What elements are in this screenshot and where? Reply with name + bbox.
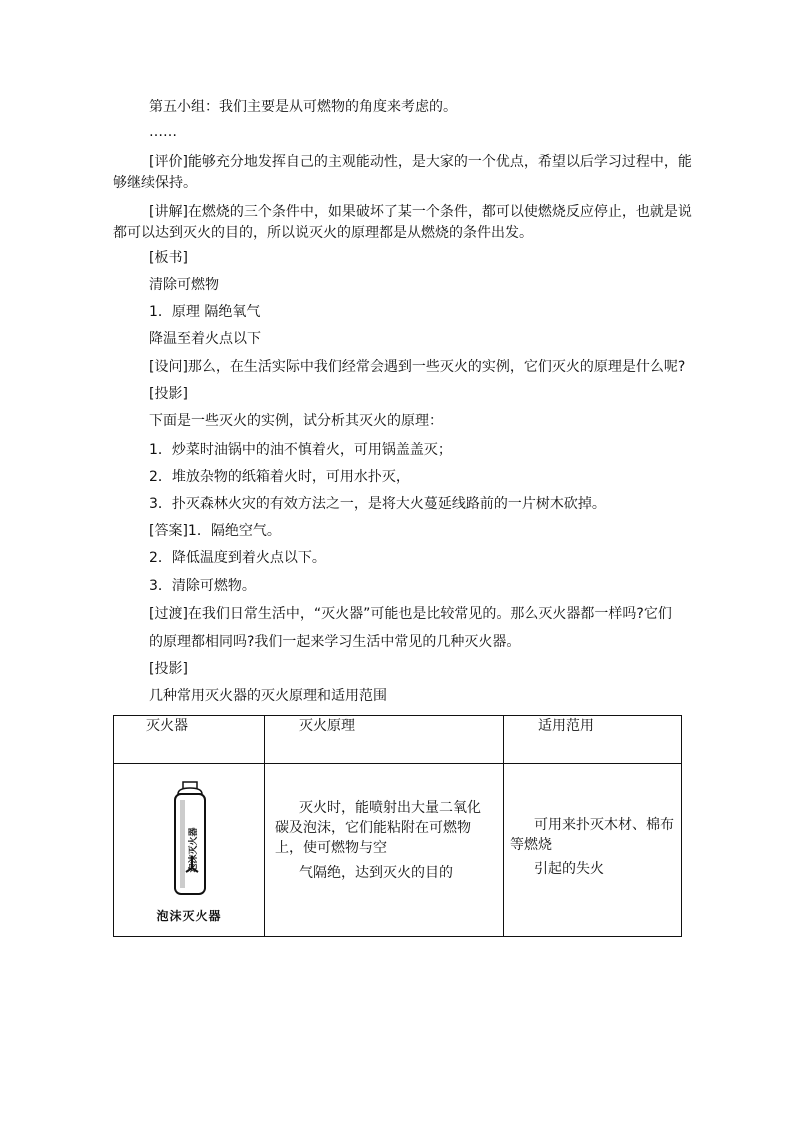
line-answer-3: 3．清除可燃物。	[149, 578, 256, 594]
line-example-1: 1．炒菜时油锅中的油不慎着火，可用锅盖盖灭；	[149, 442, 452, 458]
can-label: 泡沫灭火器	[189, 827, 199, 873]
principle-text-2: 气隔绝，达到灭火的目的	[299, 865, 453, 881]
line-answer-1: [答案]1．隔绝空气。	[149, 523, 281, 539]
table-header-row	[114, 716, 682, 764]
line-explain-1: [讲解]在燃烧的三个条件中，如果破坏了某一个条件，都可以使燃烧反应停止，也就是说	[149, 204, 692, 220]
scope-text-1: 可用来扑灭木材、棉布等燃烧	[510, 817, 674, 853]
scope-text-2: 引起的失火	[534, 861, 604, 877]
principle-cell	[265, 764, 504, 937]
line-table-title: 几种常用灭火器的灭火原理和适用范围	[149, 688, 387, 704]
line-examples-intro: 下面是一些灭火的实例，试分析其灭火的原理：	[149, 413, 443, 429]
line-example-3: 3．扑灭森林火灾的有效方法之一，是将大火蔓延线路前的一片树木砍掉。	[149, 496, 606, 512]
line-explain-2: 都可以达到灭火的目的，所以说灭火的原理都是从燃烧的条件出发。	[113, 225, 533, 241]
line-group5: 第五小组：我们主要是从可燃物的角度来考虑的。	[149, 99, 457, 115]
header-extinguisher: 灭火器	[114, 716, 265, 764]
line-question: [设问]那么，在生活实际中我们经常会遇到一些灭火的实例，它们灭火的原理是什么呢?	[149, 359, 686, 375]
line-answer-2: 2．降低温度到着火点以下。	[149, 550, 326, 566]
extinguisher-caption: 泡沫灭火器	[156, 909, 222, 923]
extinguisher-table	[113, 715, 682, 937]
line-board: [板书]	[149, 250, 188, 266]
header-principle: 灭火原理	[265, 716, 504, 764]
line-transition-2: 的原理都相同吗?我们一起来学习生活中常见的几种灭火器。	[149, 634, 521, 650]
scope-cell	[504, 764, 682, 937]
line-projection-2: [投影]	[149, 661, 188, 677]
line-projection-1: [投影]	[149, 386, 188, 402]
extinguisher-cell	[114, 764, 265, 937]
line-ellipsis: ……	[149, 124, 177, 140]
can-shading-icon	[180, 800, 185, 888]
line-cool-down: 降温至着火点以下	[149, 331, 261, 347]
line-transition-1: [过渡]在我们日常生活中，“灭火器”可能也是比较常见的。那么灭火器都一样吗?它们	[149, 606, 672, 622]
table-row	[114, 764, 682, 937]
line-clear-combustibles: 清除可燃物	[149, 277, 219, 293]
header-scope: 适用范用	[504, 716, 682, 764]
line-evaluation-1: [评价]能够充分地发挥自己的主观能动性，是大家的一个优点，希望以后学习过程中，能	[149, 154, 692, 170]
principle-text-1: 灭火时，能喷射出大量二氧化碳及泡沫，它们能粘附在可燃物上，使可燃物与空	[275, 800, 481, 856]
line-principle: 1．原理 隔绝氧气	[149, 304, 261, 320]
foam-extinguisher-illustration	[114, 764, 265, 904]
line-evaluation-2: 够继续保持。	[113, 175, 197, 191]
line-example-2: 2．堆放杂物的纸箱着火时，可用水扑灭，	[149, 469, 410, 485]
